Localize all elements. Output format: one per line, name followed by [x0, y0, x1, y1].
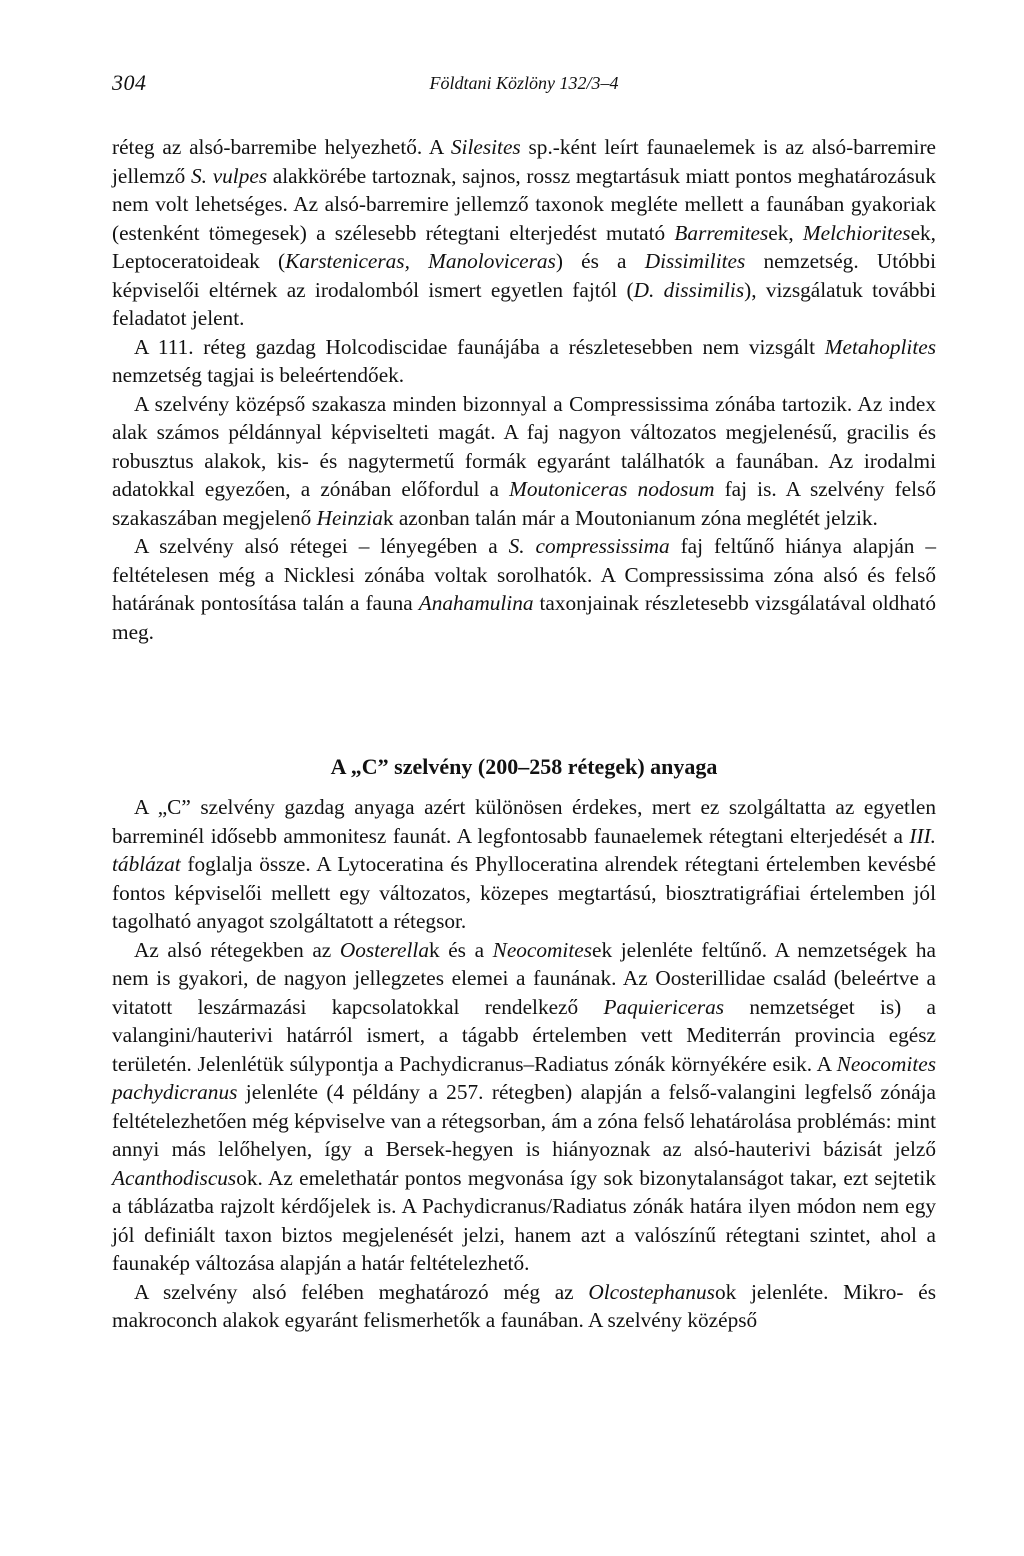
paragraph: [112, 390, 936, 533]
text-run: A „C” szelvény gazdag anyaga azért különösen érdekes, mert ez szolgáltatta az egyetlen barreminél idősebb ammonitesz faunát. A legfontosabb faunaelemek rétegtani elterjedését a: [112, 795, 936, 848]
text-run: ek, Leptoceratoideak (: [112, 220, 936, 273]
italic-run: Karsteniceras, Manoloviceras: [285, 249, 556, 273]
paragraph: [112, 793, 936, 936]
text-run: alakkörébe tartoznak, sajnos, rossz megtartásuk miatt pontos meghatározásuk nem volt lehetséges. Az alsó-barremire jellemző taxonok megléte mellett a faunában gyakoriak (estenként tömegesek) a szélesebb rétegtani elterjedést mutató: [112, 163, 936, 245]
text-run: k azonban talán már a Moutonianum zóna meglétét jelzik.: [382, 505, 878, 530]
text-run: sp.-ként leírt faunaelemek is az alsó-barremire jellemző: [112, 135, 936, 188]
text-run: faj feltűnő hiánya alapján – feltételesen még a Nicklesi zónába voltak sorolhatók. A Compressissima zóna alsó és felső határának pontosítása talán a fauna: [112, 534, 937, 615]
text-run: Az alsó rétegekben az: [134, 937, 340, 962]
body-text-part1: [112, 133, 936, 646]
running-head: [112, 70, 936, 100]
text-run: nemzetség. Utóbbi képviselői eltérnek az irodalomból ismert egyetlen fajtól (: [112, 249, 936, 302]
paragraph: [112, 1278, 936, 1335]
italic-run: S. vulpes: [191, 163, 268, 188]
italic-run: Olcostephanus: [588, 1279, 715, 1304]
text-run: jelenléte (4 példány a 257. rétegben) alapján a felső-valangini legfelső zónája feltételezhetően még képviselve van a rétegsorban, ám a zóna felső lehatárolása problémás: mint annyi más lelőhelyen, így a Bersek-hegyen is hiányoznak az alsó-hauterivi bázisát jelző: [112, 1080, 936, 1161]
text-run: ), vizsgálatuk további feladatot jelent.: [112, 277, 936, 330]
text-run: nemzetség tagjai is beleértendőek.: [112, 363, 405, 387]
italic-run: III. táblázat: [112, 823, 936, 876]
paragraph: [112, 133, 936, 333]
text-run: nemzetséget is) a valangini/hauterivi határról ismert, a tágabb értelemben vett Mediterrán provincia egész területén. Jelenlétük súlypontja a Pachydicranus–Radiatus zónák környékére esik. A: [112, 994, 936, 1076]
italic-run: S. compressissima: [508, 534, 670, 558]
text-run: A 111. réteg gazdag Holcodiscidae faunájába a részletesebben nem vizsgált: [134, 334, 825, 359]
text-run: A szelvény alsó felében meghatározó még az: [134, 1279, 589, 1304]
italic-run: Neocomites pachydicranus: [112, 1051, 936, 1104]
text-run: taxonjainak részletesebb vizsgálatával oldható meg.: [112, 591, 936, 644]
text-run: ok. Az emelethatár pontos megvonása így sok bizonytalanságot takar, ezt sejtetik a táblázatba rajzolt kérdőjelek is. A Pachydicranus/Radiatus zónák határa ilyen módon nem egy jól definiált taxon biztos megjelenését jelzi, hanem azt a valószínű rétegtani szintet, ahol a faunakép változása alapján a határ feltételezhető.: [112, 1165, 936, 1275]
italic-run: Oosterella: [339, 937, 429, 962]
italic-run: Silesites: [450, 135, 521, 159]
page-number: 304: [112, 70, 147, 95]
paragraph: [112, 333, 936, 390]
italic-run: Moutoniceras nodosum: [509, 477, 715, 501]
section-heading: A „C” szelvény (200–258 rétegek) anyaga: [330, 754, 718, 779]
italic-run: Melchiorites: [802, 220, 911, 245]
italic-run: Dissimilites: [644, 249, 746, 273]
italic-run: Paquiericeras: [603, 994, 725, 1019]
paragraph: [112, 936, 936, 1278]
italic-run: Barremites: [674, 220, 769, 245]
text-run: A szelvény középső szakasza minden bizonnyal a Compressissima zónába tartozik. Az index alak számos példánnyal képviselteti magát. A faj nagyon változatos megjelenésű, gracilis és robusztus alakok, kis- és nagytermetű formák egyaránt találhatók a faunában. Az irodalmi adatokkal egyezően, a zónában előfordul a: [112, 391, 936, 501]
journal-title: Földtani Közlöny 132/3–4: [429, 73, 619, 93]
text-run: k és a: [428, 937, 493, 962]
text-run: A szelvény alsó rétegei – lényegében a: [134, 534, 509, 558]
italic-run: D. dissimilis: [633, 277, 745, 302]
italic-run: Anahamulina: [418, 591, 534, 615]
text-run: ) és a: [555, 249, 645, 273]
text-run: faj is. A szelvény felső szakaszában megjelenő: [112, 477, 936, 530]
italic-run: Metahoplites: [824, 334, 936, 359]
italic-run: Heinzia: [316, 505, 383, 530]
text-run: foglalja össze. A Lytoceratina és Phylloceratina alrendek rétegtani értelemben kevésbé fontos képviselői mellett egy változatos, közepes megtartású, biosztratigráfiai értelemben jól tagolható anyagot szolgáltatott a rétegsor.: [112, 852, 936, 933]
paragraph: [112, 532, 936, 646]
text-run: réteg az alsó-barremibe helyezhető. A: [112, 135, 451, 159]
italic-run: Acanthodiscus: [112, 1165, 237, 1190]
text-run: ek jelenléte feltűnő. A nemzetségek ha nem is gyakori, de nagyon jellegzetes elemei a faunának. Az Oosterillidae család (beleértve a vitatott leszármazási kapcsolatokkal rendelkező: [112, 937, 936, 1019]
body-text-part2: [112, 793, 936, 1335]
italic-run: Neocomites: [492, 937, 592, 962]
text-run: ek,: [768, 220, 803, 245]
text-run: ok jelenléte. Mikro- és makroconch alakok egyaránt felismerhetők a faunában. A szelvény középső: [112, 1279, 936, 1332]
